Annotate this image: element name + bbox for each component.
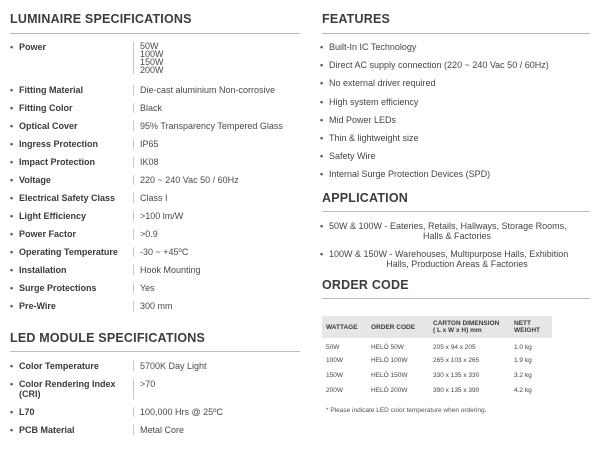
application-divider <box>322 211 590 212</box>
feature-item <box>320 165 590 183</box>
order-code-table <box>322 316 552 398</box>
spec-label: Color Rendering Index (CRI) <box>19 379 116 399</box>
application-item <box>320 221 585 241</box>
led-module-divider <box>10 351 300 352</box>
feature-item <box>320 111 590 129</box>
spec-row <box>10 211 300 221</box>
feature-item <box>320 147 590 165</box>
spec-label: Surge Protections <box>19 283 97 293</box>
table-cell: HELÓ 150W <box>371 372 408 379</box>
bullet-icon: • <box>320 249 324 259</box>
bullet-icon: • <box>10 229 14 239</box>
bullet-icon: • <box>10 42 14 52</box>
spec-row <box>10 85 300 95</box>
luminaire-divider <box>10 33 300 34</box>
bullet-icon: • <box>320 151 324 162</box>
spec-value: 50W 100W 150W 200W <box>133 42 300 74</box>
feature-text: Built-In IC Technology <box>329 42 417 52</box>
table-cell: HELÓ 50W <box>371 344 404 351</box>
luminaire-spec-list <box>10 42 300 311</box>
spec-row <box>10 121 300 131</box>
table-cell: 4.2 kg <box>514 387 532 394</box>
table-row <box>322 383 552 398</box>
bullet-icon: • <box>10 361 14 371</box>
table-cell: 100W <box>326 357 343 364</box>
spec-value: Die-cast aluminium Non-corrosive <box>133 85 300 95</box>
table-cell: 1.9 kg <box>514 357 532 364</box>
spec-row <box>10 301 300 311</box>
table-cell: 265 x 103 x 265 <box>433 357 480 364</box>
table-cell: 390 x 135 x 390 <box>433 387 480 394</box>
application-item <box>320 249 585 269</box>
spec-value: Hook Mounting <box>133 265 300 275</box>
application-line: Halls, Production Areas & Factories <box>386 259 528 269</box>
bullet-icon: • <box>10 265 14 275</box>
spec-row <box>10 139 300 149</box>
order-table-header-row <box>322 316 552 338</box>
table-cell: 150W <box>326 372 343 379</box>
feature-item <box>320 74 590 92</box>
feature-text: Thin & lightweight size <box>329 133 419 144</box>
column-header-order-code: ORDER CODE <box>367 316 429 338</box>
column-header-wattage: WATTAGE <box>322 316 367 338</box>
spec-value: Yes <box>133 283 300 293</box>
bullet-icon: • <box>10 211 14 221</box>
application-line: 100W & 150W - Warehouses, Multipurpose Halls, Exhibition <box>329 249 569 259</box>
spec-label: PCB Material <box>19 425 75 435</box>
bullet-icon: • <box>10 407 14 417</box>
spec-row <box>10 265 300 275</box>
bullet-icon: • <box>10 157 14 167</box>
spec-row <box>10 283 300 293</box>
bullet-icon: • <box>320 169 324 180</box>
bullet-icon: • <box>320 133 324 144</box>
spec-label: Ingress Protection <box>19 139 99 149</box>
table-row <box>322 338 552 353</box>
spec-label: Fitting Material <box>19 85 84 95</box>
spec-label: Operating Temperature <box>19 247 118 257</box>
spec-value: -30 ~ +45ºC <box>133 247 300 257</box>
spec-row <box>10 379 300 399</box>
bullet-icon: • <box>10 103 14 113</box>
led-module-heading: LED MODULE SPECIFICATIONS <box>10 331 206 345</box>
spec-label: Impact Protection <box>19 157 96 167</box>
spec-value: 100,000 Hrs @ 25ºC <box>133 407 300 417</box>
table-row <box>322 353 552 368</box>
bullet-icon: • <box>320 114 324 125</box>
spec-row <box>10 229 300 239</box>
spec-value: 95% Transparency Tempered Glass <box>133 121 300 131</box>
order-code-heading: ORDER CODE <box>322 278 409 292</box>
bullet-icon: • <box>10 247 14 257</box>
table-cell: 330 x 135 x 330 <box>433 372 480 379</box>
spec-label: Color Temperature <box>19 361 99 371</box>
bullet-icon: • <box>320 42 324 52</box>
feature-text: Direct AC supply connection (220 ~ 240 Vac 50 / 60Hz) <box>329 60 549 71</box>
table-cell: HELÓ 200W <box>371 387 408 394</box>
spec-value: 300 mm <box>133 301 300 311</box>
spec-value: Metal Core <box>133 425 300 435</box>
spec-row <box>10 361 300 371</box>
spec-row <box>10 407 300 417</box>
bullet-icon: • <box>10 175 14 185</box>
feature-item <box>320 129 590 147</box>
bullet-icon: • <box>10 283 14 293</box>
order-note: * Please indicate LED color temperature when ordering. <box>326 407 487 414</box>
spec-value: >70 <box>133 379 300 399</box>
spec-label: Pre-Wire <box>19 301 56 311</box>
spec-value: 220 ~ 240 Vac 50 / 60Hz <box>133 175 300 185</box>
feature-text: Mid Power LEDs <box>329 114 397 125</box>
spec-label: Light Efficiency <box>19 211 87 221</box>
table-row <box>322 368 552 383</box>
bullet-icon: • <box>320 221 324 231</box>
spec-value: Black <box>133 103 300 113</box>
column-header-carton-dimension: CARTON DIMENSION ( L x W x H) mm <box>429 316 510 338</box>
feature-text: Safety Wire <box>329 151 376 162</box>
spec-row <box>10 193 300 203</box>
feature-text: Internal Surge Protection Devices (SPD) <box>329 169 491 180</box>
table-cell: 205 x 94 x 205 <box>433 344 476 351</box>
bullet-icon: • <box>320 96 324 107</box>
led-module-spec-list <box>10 361 300 435</box>
column-header-nett-weight: NETT WEIGHT <box>510 316 552 338</box>
bullet-icon: • <box>10 425 14 435</box>
spec-label: Electrical Safety Class <box>19 193 116 203</box>
table-cell: 200W <box>326 387 343 394</box>
table-cell: HELÓ 100W <box>371 357 408 364</box>
spec-label: Optical Cover <box>19 121 78 131</box>
spec-row <box>10 425 300 435</box>
spec-value: IP65 <box>133 139 300 149</box>
feature-text: High system efficiency <box>329 96 419 107</box>
spec-label: Voltage <box>19 175 51 185</box>
application-line: Halls & Factories <box>422 231 492 241</box>
features-divider <box>322 33 590 34</box>
spec-label: Installation <box>19 265 67 275</box>
spec-row <box>10 175 300 185</box>
bullet-icon: • <box>320 78 324 89</box>
spec-row <box>10 42 300 74</box>
feature-item <box>320 93 590 111</box>
spec-row <box>10 103 300 113</box>
bullet-icon: • <box>10 121 14 131</box>
bullet-icon: • <box>10 379 14 389</box>
spec-value: 5700K Day Light <box>133 361 300 371</box>
bullet-icon: • <box>10 139 14 149</box>
feature-item <box>320 56 590 74</box>
application-heading: APPLICATION <box>322 191 408 205</box>
table-cell: 50W <box>326 344 340 351</box>
order-code-divider <box>322 298 590 299</box>
table-cell: 3.2 kg <box>514 372 532 379</box>
bullet-icon: • <box>10 85 14 95</box>
spec-value: >0.9 <box>133 229 300 239</box>
luminaire-heading: LUMINAIRE SPECIFICATIONS <box>10 12 192 26</box>
spec-value: IK08 <box>133 157 300 167</box>
bullet-icon: • <box>320 60 324 71</box>
spec-row <box>10 157 300 167</box>
bullet-icon: • <box>10 301 14 311</box>
feature-item <box>320 38 590 56</box>
bullet-icon: • <box>10 193 14 203</box>
spec-row <box>10 247 300 257</box>
spec-label: Power Factor <box>19 229 77 239</box>
spec-value: Class I <box>133 193 300 203</box>
spec-label: Power <box>19 42 47 52</box>
features-heading: FEATURES <box>322 12 391 26</box>
application-line: 50W & 100W - Eateries, Retails, Hallways, Storage Rooms, <box>329 221 567 231</box>
spec-value: >100 lm/W <box>133 211 300 221</box>
table-cell: 1.0 kg <box>514 344 532 351</box>
features-list <box>320 38 590 184</box>
spec-label: Fitting Color <box>19 103 73 113</box>
feature-text: No external driver required <box>329 78 436 89</box>
spec-label: L70 <box>19 407 35 417</box>
